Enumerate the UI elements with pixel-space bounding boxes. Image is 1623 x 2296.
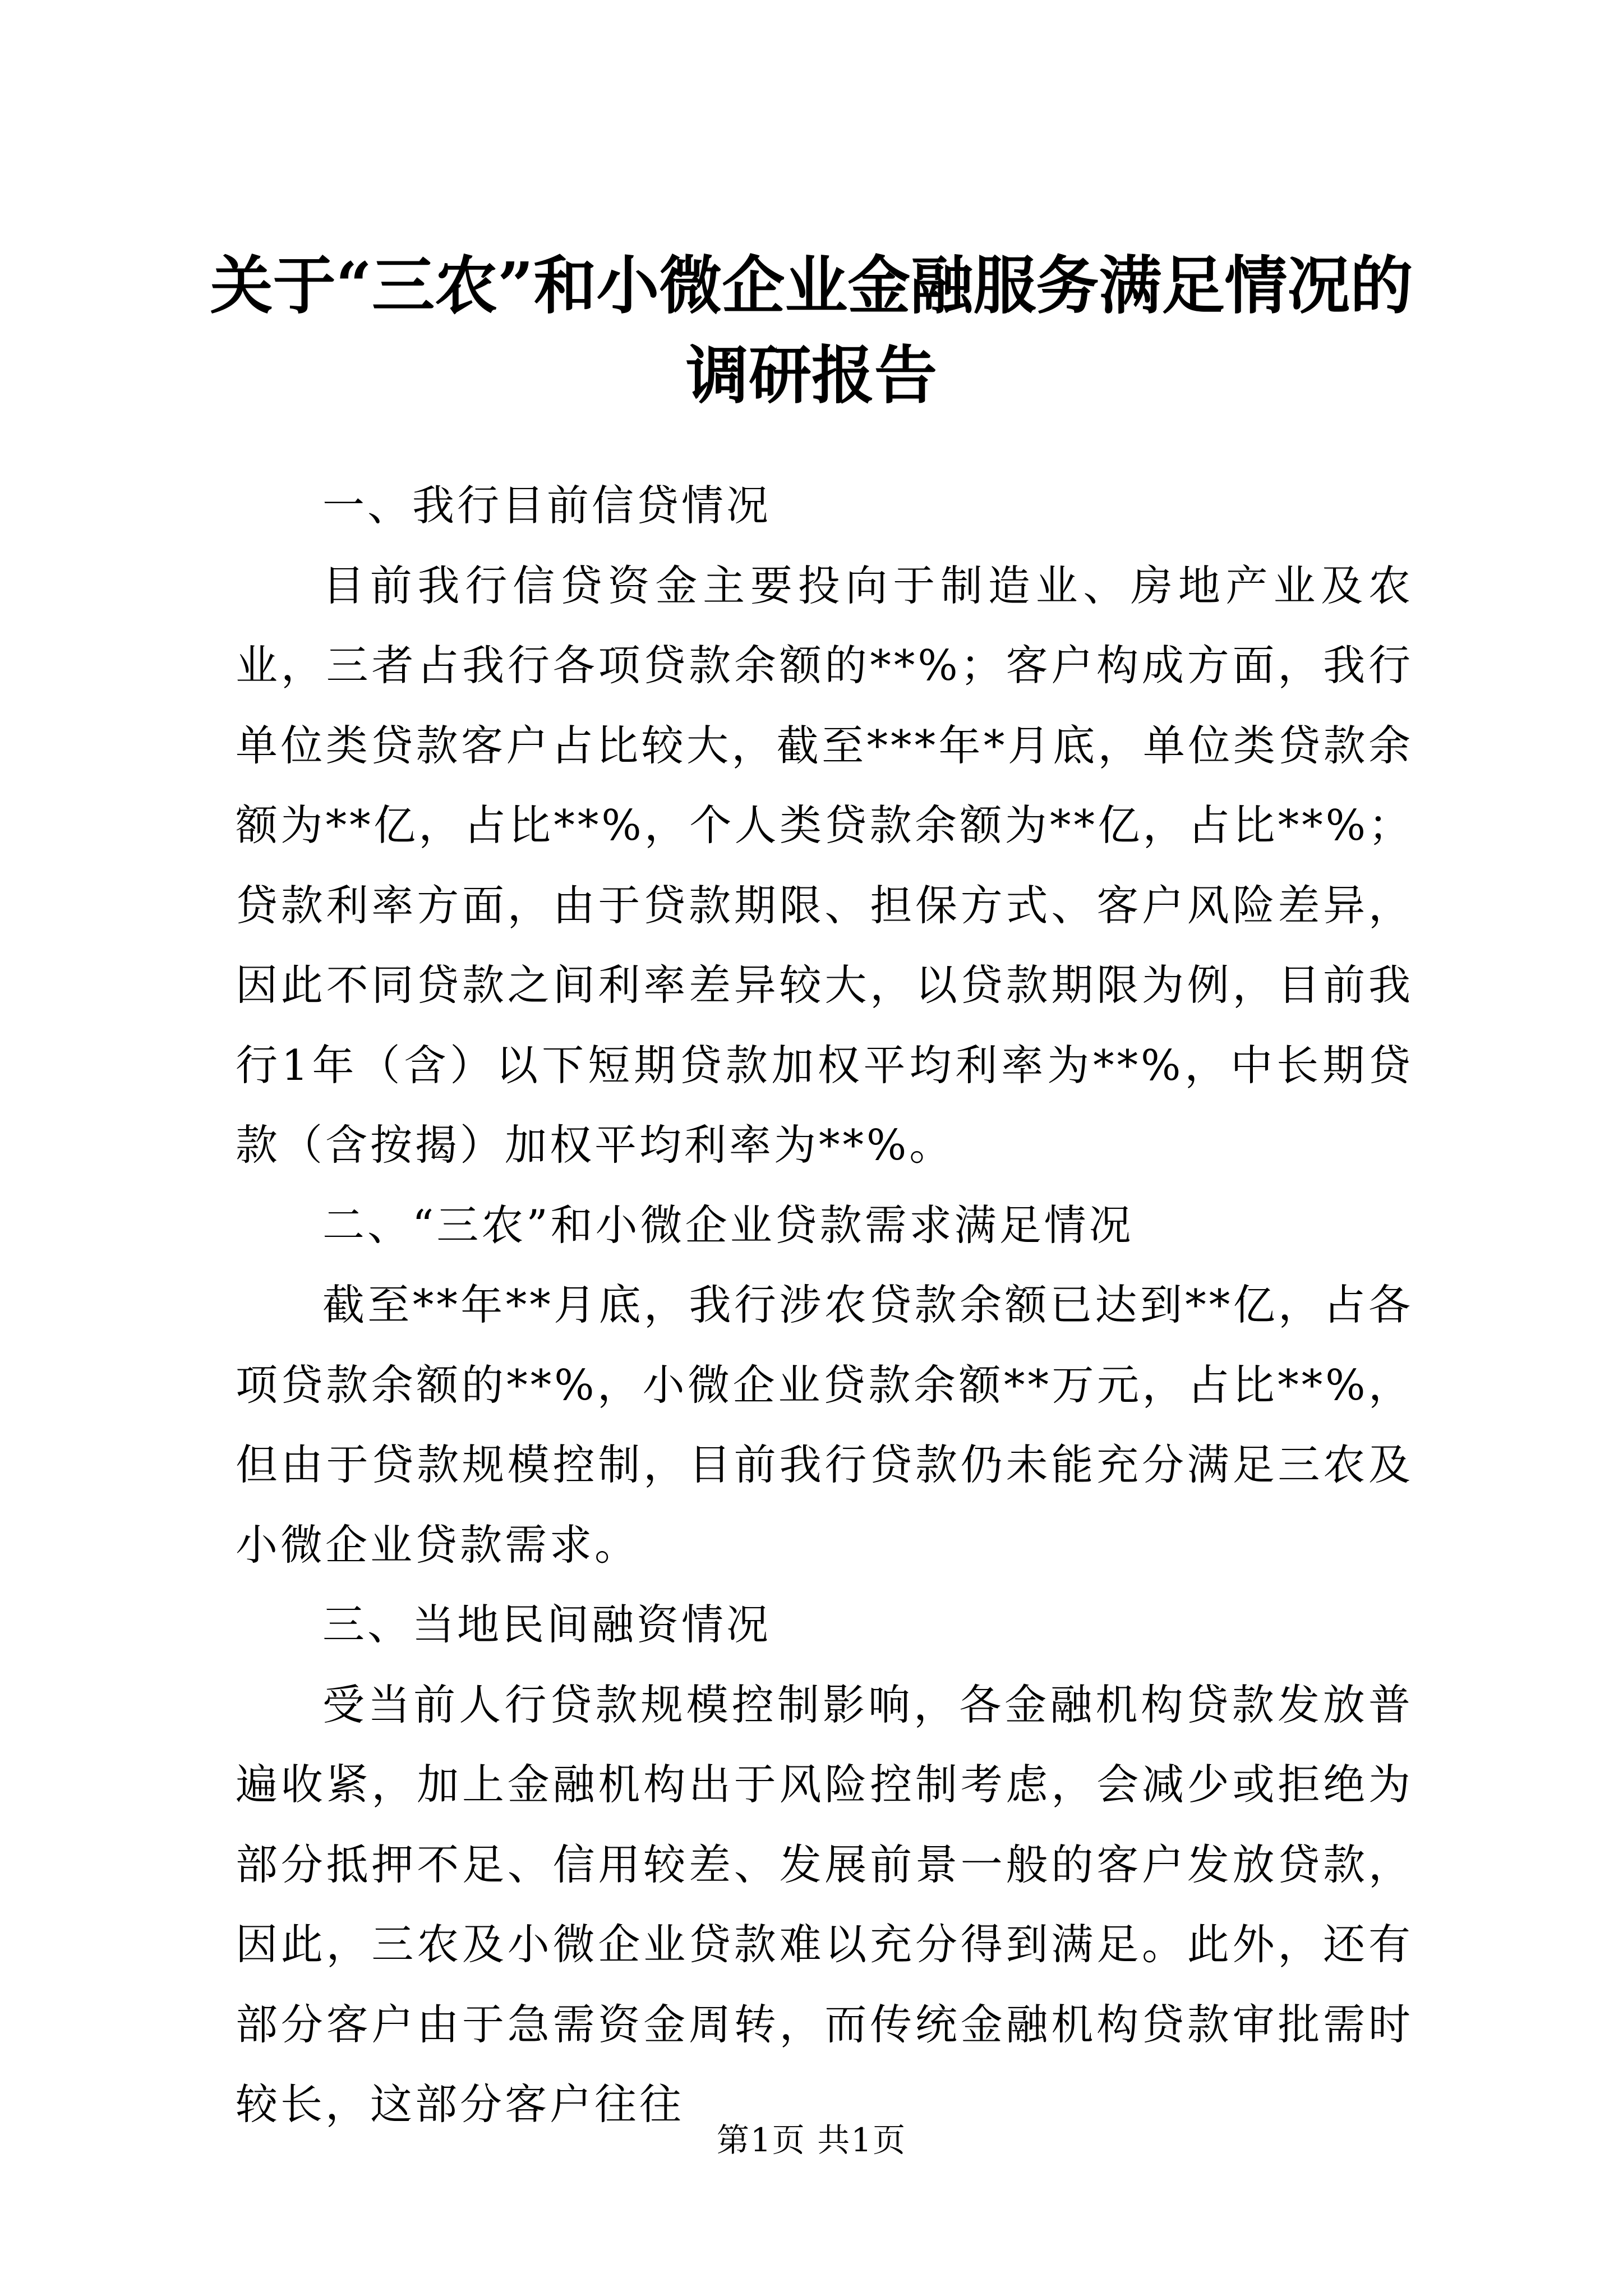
body-paragraph-2: 截至**年**月底，我行涉农贷款余额已达到**亿，占各项贷款余额的**%，小微企业贷款余额**万元，占比**%，但由于贷款规模控制，目前我行贷款仍未能充分满足三农及小微企业贷款需求。 bbox=[236, 1280, 1413, 1570]
document-title-line-2: 调研报告 bbox=[686, 339, 937, 412]
page-footer: 第1页 共1页 bbox=[716, 2121, 907, 2159]
body-paragraph-1: 目前我行信贷资金主要投向于制造业、房地产业及农业，三者占我行各项贷款余额的**%；客户构成方面，我行单位类贷款客户占比较大，截至***年*月底，单位类贷款余额为**亿，占比**%，个人类贷款余额为**亿，占比**%；贷款利率方面，由于贷款期限、担保方式、客户风险差异，因此不同贷款之间利率差异较大，以贷款期限为例，目前我行1年（含）以下短期贷款加权平均利率为**%，中长期贷款（含按揭）加权平均利率为**%。 bbox=[236, 560, 1413, 1170]
section-heading-3: 三、当地民间融资情况 bbox=[322, 1600, 772, 1649]
body-paragraph-3: 受当前人行贷款规模控制影响，各金融机构贷款发放普遍收紧，加上金融机构出于风险控制考虑，会减少或拒绝为部分抵押不足、信用较差、发展前景一般的客户发放贷款，因此，三农及小微企业贷款难以充分得到满足。此外，还有部分客户由于急需资金周转，而传统金融机构贷款审批需时较长，这部分客户往往 bbox=[236, 1680, 1413, 2129]
document-title-line-1: 关于“三农”和小微企业金融服务满足情况的 bbox=[210, 249, 1413, 323]
section-heading-1: 一、我行目前信贷情况 bbox=[322, 481, 772, 530]
section-heading-2: 二、“三农”和小微企业贷款需求满足情况 bbox=[322, 1200, 1134, 1250]
document-body bbox=[236, 466, 1413, 2145]
